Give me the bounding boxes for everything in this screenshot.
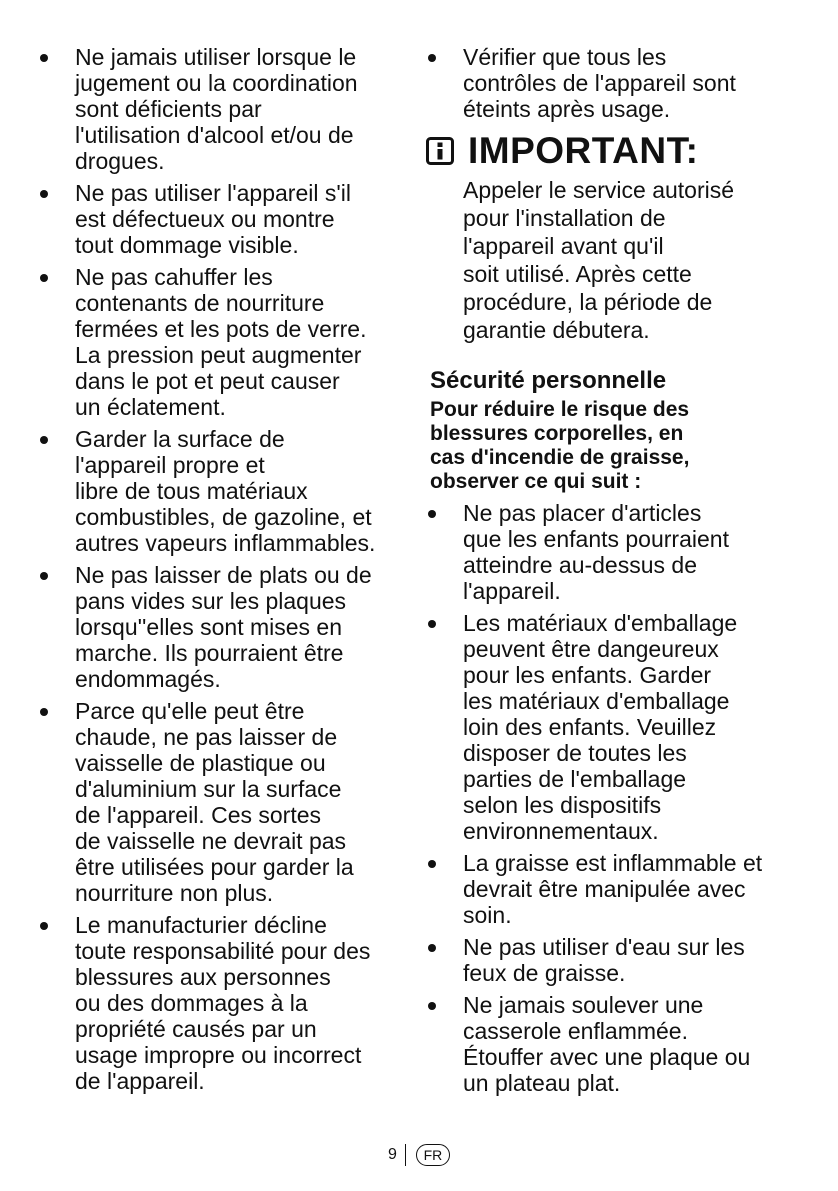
list-item	[30, 44, 410, 174]
language-badge: FR	[416, 1144, 450, 1166]
list-item	[418, 610, 808, 844]
bullet-icon	[428, 510, 436, 518]
list-item	[30, 698, 410, 906]
list-item-text: Les matériaux d'emballage peuvent être dangeureux pour les enfants. Garder les matériaux d'emballage loin des enfants. Veuillez disposer de toutes les parties de l'emballage selon les dispositifs environnementaux.	[463, 610, 738, 844]
list-item	[30, 264, 410, 420]
bullet-icon	[40, 274, 48, 282]
bullet-icon	[40, 190, 48, 198]
list-item	[418, 850, 808, 928]
bullet-icon	[40, 54, 48, 62]
bullet-icon	[40, 922, 48, 930]
bullet-icon	[428, 944, 436, 952]
list-item-text: La graisse est inflammable et devrait être manipulée avec soin.	[463, 850, 763, 928]
bullet-icon	[428, 54, 436, 62]
list-item	[30, 562, 410, 692]
list-item	[418, 44, 808, 122]
list-item-text: Ne pas cahuffer les contenants de nourriture fermées et les pots de verre. La pression peut augmenter dans le pot et peut causer un éclatement.	[75, 264, 367, 420]
left-column	[30, 44, 410, 1100]
bullet-icon	[40, 436, 48, 444]
list-item	[30, 426, 410, 556]
list-item-text: Parce qu'elle peut être chaude, ne pas laisser de vaisselle de plastique ou d'aluminium sur la surface de l'appareil. Ces sortes de vaisselle ne devrait pas être utilisées pour garder la nourriture non plus.	[75, 698, 354, 906]
list-item	[30, 912, 410, 1094]
important-text: Appeler le service autorisé pour l'installation de l'appareil avant qu'il soit utilisé. Après cette procédure, la période de garantie débutera.	[463, 177, 735, 343]
info-icon	[426, 137, 454, 165]
list-item-text: Ne pas laisser de plats ou de pans vides sur les plaques lorsqu''elles sont mises en marche. Ils pourraient être endommagés.	[75, 562, 372, 692]
list-item-text: Le manufacturier décline toute responsabilité pour des blessures aux personnes ou des dommages à la propriété causés par un usage impropre ou incorrect de l'appareil.	[75, 912, 371, 1094]
right-top-bullet-list	[418, 44, 808, 122]
left-bullet-list	[30, 44, 410, 1094]
list-item-text: Vérifier que tous les contrôles de l'appareil sont éteints après usage.	[463, 44, 736, 122]
section-heading: Sécurité personnelle	[430, 367, 667, 394]
list-item-text: Garder la surface de l'appareil propre et libre de tous matériaux combustibles, de gazoline, et autres vapeurs inflammables.	[75, 426, 376, 556]
right-column	[418, 44, 808, 1102]
list-item	[418, 934, 808, 986]
bullet-icon	[40, 572, 48, 580]
list-item-text: Ne pas utiliser d'eau sur les feux de graisse.	[463, 934, 745, 986]
list-item-text: Ne jamais soulever une casserole enflammée. Étouffer avec une plaque ou un plateau plat.	[463, 992, 751, 1096]
important-title	[426, 128, 808, 174]
list-item	[30, 180, 410, 258]
bullet-icon	[428, 620, 436, 628]
bullet-icon	[40, 708, 48, 716]
list-item	[418, 500, 808, 604]
page-footer	[0, 1143, 838, 1167]
list-item	[418, 992, 808, 1096]
list-item-text: Ne pas placer d'articles que les enfants pourraient atteindre au-dessus de l'appareil.	[463, 500, 729, 604]
right-bullet-list	[418, 500, 808, 1096]
list-item-text: Ne jamais utiliser lorsque le jugement ou la coordination sont déficients par l'utilisation d'alcool et/ou de drogues.	[75, 44, 358, 174]
section-intro: Pour réduire le risque des blessures corporelles, en cas d'incendie de graisse, observer ce qui suit :	[430, 398, 690, 493]
page-number: 9	[388, 1146, 397, 1163]
footer-divider	[405, 1144, 406, 1166]
bullet-icon	[428, 1002, 436, 1010]
list-item-text: Ne pas utiliser l'appareil s'il est défectueux ou montre tout dommage visible.	[75, 180, 351, 258]
bullet-icon	[428, 860, 436, 868]
important-label: IMPORTANT:	[468, 130, 699, 171]
